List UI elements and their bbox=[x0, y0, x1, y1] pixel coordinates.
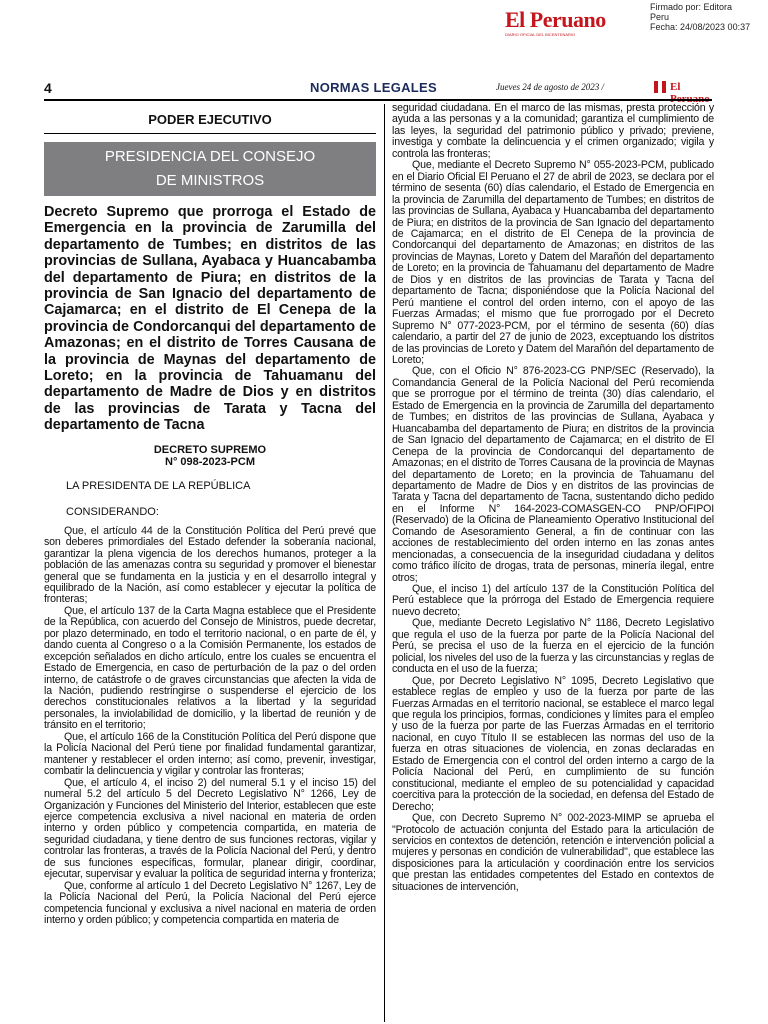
paragraph: Que, mediante el Decreto Supremo N° 055-2023-PCM, publicado en el Diario Oficial El Peruano el 27 de abril de 2023, se declara por el término de sesenta (60) días calendario, el Estado de Emergencia en la provincia de Zarumilla del departamento de Tumbes; en distritos de las provincias de Sullana, Ayabaca y Huancabamba del departamento de Piura; en distritos de la provincia de San Ignacio del departamento de Cajamarca; en el distrito de El Cenepa de la provincia de Condorcanqui del departamento de Amazonas; en distritos de las provincias de Maynas, Loreto y Datem del Marañón del departamento de Loreto; en la provincia de Tahuamanu del departamento de Madre de Dios y en distritos de las provincias de Tarata y Tacna del departamento de Tacna; disponiéndose que la Policía Nacional del Perú mantiene el control del orden interno, con el apoyo de las Fuerzas Armadas; el mismo que fue prorrogado por el Decreto Supremo N° 077-2023-PCM, por el término de sesenta (60) días calendario, a partir del 27 de junio de 2023, exceptuando los distritos de las provincias de Loreto y Datem del Marañón del departamento de Loreto; bbox=[392, 159, 714, 366]
header-divider bbox=[44, 99, 712, 101]
el-peruano-logo bbox=[505, 8, 645, 38]
decree-label: DECRETO SUPREMO bbox=[153, 443, 267, 456]
paragraph: Que, el artículo 137 de la Carta Magna establece que el Presidente de la República, con acuerdo del Consejo de Ministros, puede decretar, por plazo determinado, en todo el territorio nacional, o en parte de él, y dando cuenta al Congreso o a la Comisión Permanente, los estados de excepción señalados en dicho artículo, entre los cuales se encuentra el Estado de Emergencia, en caso de perturbación de la paz o del orden interno, de catástrofe o de graves circunstancias que afecten la vida de la Nación, pudiendo restringirse o suspenderse el ejercicio de los derechos constitucionales relativos a la libertad y la seguridad personales, la inviolabilidad de domicilio, y la libertad de reunión y de tránsito en el territorio; bbox=[44, 604, 376, 732]
digital-signature-stamp bbox=[650, 2, 750, 32]
paragraph: Que, por Decreto Legislativo N° 1095, Decreto Legislativo que establece reglas de empleo y uso de la fuerza por parte de las Fuerzas Armadas en el territorio nacional, se establece el marco legal que regula los principios, formas, condiciones y límites para el empleo y uso de la fuerza por parte de las Fuerzas Armadas en el territorio nacional, en cuyo Título II se establecen las normas del uso de la fuerza en otras situaciones de violencia, en zonas declaradas en Estado de Emergencia con el control del orden interno a cargo de la Policía Nacional del Perú, en cumplimiento de su función constitucional, mediante el empleo de su potencialidad y capacidad coercitiva para la protección de la sociedad, en defensa del Estado de Derecho; bbox=[392, 674, 714, 813]
decree-number: N° 098-2023-PCM bbox=[165, 455, 255, 468]
issue-date: Jueves 24 de agosto de 2023 / bbox=[496, 82, 604, 92]
paragraph: seguridad ciudadana. En el marco de las mismas, presta protección y ayuda a las personas y a la comunidad; garantiza el cumplimiento de las leyes, la seguridad del patrimonio público y privado; previene, investiga y combate la delincuencia y el crimen organizado; vigila y controla las fronteras; bbox=[392, 102, 714, 160]
column-divider bbox=[384, 104, 385, 1022]
branch-heading: PODER EJECUTIVO bbox=[44, 112, 376, 134]
paragraph: Que, el artículo 166 de la Constitución Política del Perú dispone que la Policía Nacional del Perú tiene por finalidad fundamental garantizar, mantener y restablecer el orden interno; así como, prevenir, investigar, combatir la delincuencia y vigilar y controlar las fronteras; bbox=[44, 730, 376, 778]
paragraph: Que, mediante Decreto Legislativo N° 1186, Decreto Legislativo que regula el uso de la fuerza por parte de la Policía Nacional del Perú, se precisa el uso de la fuerza en el ejercicio de la función policial, los niveles del uso de la fuerza y las circunstancias y reglas de conducta en el uso de la fuerza; bbox=[392, 617, 714, 676]
left-column bbox=[44, 104, 376, 927]
right-column bbox=[392, 103, 714, 893]
considerando-heading: CONSIDERANDO: bbox=[66, 505, 159, 518]
left-body bbox=[44, 526, 376, 927]
logo-name: El Peruano bbox=[505, 7, 606, 32]
signature-line: Fecha: 24/08/2023 00:37 bbox=[650, 22, 751, 32]
paragraph: Que, el artículo 44 de la Constitución Política del Perú prevé que son deberes primordiales del Estado defender la soberanía nacional, garantizar la plena vigencia de los derechos humanos, proteger a la población de las amenazas contra su seguridad y promover el bienestar general que se fundamenta en la justicia y en el desarrollo integral y equilibrado de la Nación, así como establecer y ejecutar la política de fronteras; bbox=[44, 524, 376, 606]
entity-line: DE MINISTROS bbox=[155, 172, 265, 189]
paragraph: Que, conforme al artículo 1 del Decreto Legislativo N° 1267, Ley de la Policía Nacional del Perú, la Policía Nacional del Perú ejerce competencia funcional y exclusiva a nivel nacional en materia de orden interno y orden público; y competencia compartida en materia de bbox=[44, 879, 376, 927]
peru-flag-icon bbox=[654, 81, 666, 93]
norm-title: Decreto Supremo que prorroga el Estado de Emergencia en la provincia de Zarumilla del departamento de Tumbes; en distritos de las provincias de Sullana, Ayabaca y Huancabamba del departamento de Piura; en distritos de la provincia de San Ignacio del departamento de Cajamarca; en el distrito de El Cenepa de la provincia de Condorcanqui del departamento de Amazonas; en el distrito de Torres Causana de la provincia de Maynas del departamento de Loreto; en la provincia de Tahuamanu del departamento de Madre de Dios y en distritos de las provincias de Tarata y Tacna del departamento de Tacna bbox=[44, 204, 376, 434]
issuer-line: LA PRESIDENTA DE LA REPÚBLICA bbox=[66, 479, 251, 492]
signature-line: Peru bbox=[650, 12, 670, 22]
section-title: NORMAS LEGALES bbox=[310, 80, 437, 95]
signature-line: Firmado por: Editora bbox=[650, 2, 733, 12]
paragraph: Que, con el Oficio N° 876-2023-CG PNP/SEC (Reservado), la Comandancia General de la Policía Nacional del Perú recomienda que se prorrogue por el término de treinta (30) días calendario, el Estado de Emergencia en la provincia de Zarumilla del departamento de Tumbes; en distritos de las provincias de Sullana, Ayabaca y Huancabamba del departamento de Piura; en distritos de la provincia de San Ignacio del departamento de Cajamarca; en el distrito de El Cenepa de la provincia de Condorcanqui del departamento de Amazonas; en el distrito de Torres Causana de la provincia de Maynas del departamento de Loreto; en la provincia de Tahuamanu del departamento de Madre de Dios y en distritos de las provincias de Tarata y Tacna del departamento de Tacna, sustentando dicho pedido en el Informe N° 164-2023-COMASGEN-CO PNP/OFIPOI (Reservado) de la Oficina de Planeamiento Operativo Institucional del Comando de Asesoramiento General, a fin de continuar con las acciones de restablecimiento del orden interno en las zonas antes mencionadas, a consecuencia de la inseguridad ciudadana y delitos como tráfico ilícito de drogas, trata de personas, minería ilegal, entre otros; bbox=[392, 365, 714, 584]
decree-heading bbox=[44, 444, 376, 468]
header-brand: El Peruano bbox=[670, 81, 710, 105]
entity-banner bbox=[44, 142, 376, 196]
logo-tagline: DIARIO OFICIAL DEL BICENTENARIO bbox=[505, 32, 576, 37]
paragraph: Que, el inciso 1) del artículo 137 de la Constitución Política del Perú establece que la prórroga del Estado de Emergencia requiere nuevo decreto; bbox=[392, 583, 714, 618]
page-number: 4 bbox=[44, 80, 52, 96]
paragraph: Que, con Decreto Supremo N° 002-2023-MIMP se aprueba el "Protocolo de actuación conjunta del Estado para la articulación de servicios en contextos de detención, retención e intervención policial a mujeres y personas en condición de vulnerabilidad", que establece las disposiciones para la articulación y coordinación entre los servicios que prestan las entidades competentes del Estado en contextos de situaciones de intervención, bbox=[392, 812, 714, 893]
entity-line: PRESIDENCIA DEL CONSEJO bbox=[104, 148, 316, 165]
paragraph: Que, el artículo 4, el inciso 2) del numeral 5.1 y el inciso 15) del numeral 5.2 del artículo 5 del Decreto Legislativo N° 1266, Ley de Organización y Funciones del Ministerio del Interior, establecen que este ejerce competencia exclusiva a nivel nacional en materia de orden interno y orden público y competencia compartida, en materia de seguridad ciudadana, y tiene dentro de sus funciones rectoras, vigilar y controlar las fronteras, a través de la Policía Nacional del Perú, y dentro de sus funciones específicas, formular, planear dirigir, coordinar, ejecutar, supervisar y evaluar la política de seguridad interna y fronteriza; bbox=[44, 776, 376, 881]
page-header bbox=[44, 80, 712, 105]
